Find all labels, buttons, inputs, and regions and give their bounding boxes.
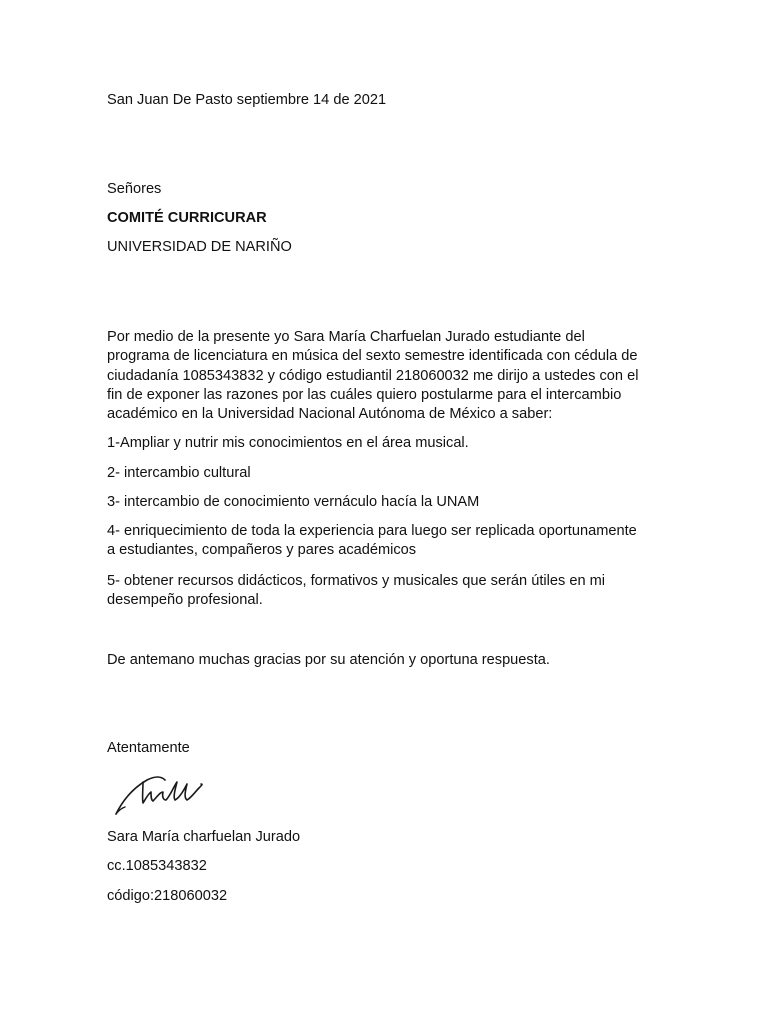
reason-item [107, 522, 667, 561]
signer-name: Sara María charfuelan Jurado [107, 829, 301, 845]
date-line: San Juan De Pasto septiembre 14 de 2021 [107, 92, 387, 108]
signer-student-code: código:218060032 [107, 888, 228, 904]
intro-line: fin de exponer las razones por las cuáles quiero postularme para el intercambio [107, 386, 622, 403]
institution-name: UNIVERSIDAD DE NARIÑO [107, 239, 292, 255]
intro-line: académico en la Universidad Nacional Autónoma de México a saber: [107, 406, 553, 423]
handwritten-signature [113, 770, 205, 820]
closing-line: De antemano muchas gracias por su atención y oportuna respuesta. [107, 652, 550, 668]
reason-item: 2- intercambio cultural [107, 465, 251, 481]
valediction: Atentamente [107, 740, 190, 756]
reason-line: desempeño profesional. [107, 592, 263, 609]
reason-line: a estudiantes, compañeros y pares académicos [107, 542, 417, 559]
signer-id-number: cc.1085343832 [107, 858, 207, 874]
reason-line: 5- obtener recursos didácticos, formativos y musicales que serán útiles en mi [107, 573, 606, 589]
salutation: Señores [107, 181, 162, 197]
reason-item [107, 572, 667, 611]
reason-item: 3- intercambio de conocimiento vernáculo hacía la UNAM [107, 494, 480, 510]
committee-name: COMITÉ CURRICURAR [107, 210, 267, 226]
reason-line: 4- enriquecimiento de toda la experiencia para luego ser replicada oportunamente [107, 523, 637, 539]
intro-paragraph [107, 328, 667, 424]
intro-line: programa de licenciatura en música del sexto semestre identificada con cédula de [107, 348, 638, 365]
reason-item: 1-Ampliar y nutrir mis conocimientos en el área musical. [107, 435, 469, 451]
intro-line: ciudadanía 1085343832 y código estudiantil 218060032 me dirijo a ustedes con el [107, 367, 639, 384]
intro-line: Por medio de la presente yo Sara María Charfuelan Jurado estudiante del [107, 329, 585, 345]
